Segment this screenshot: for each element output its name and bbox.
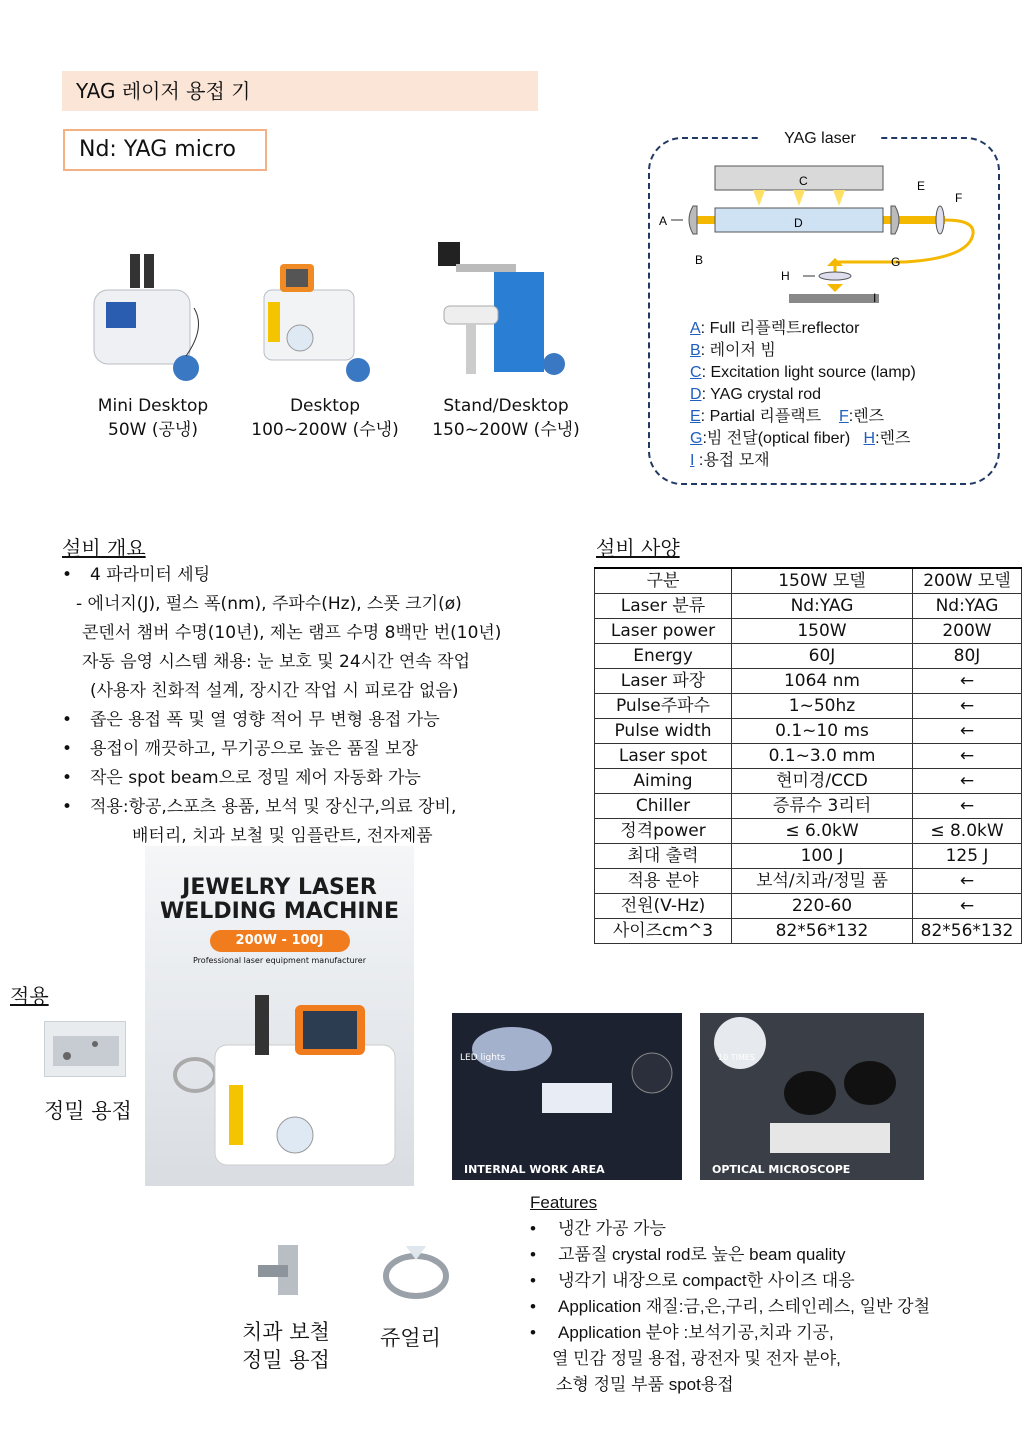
label-e: E	[917, 179, 926, 193]
table-cell: ←	[913, 769, 1022, 794]
table-cell: 사이즈cm^3	[595, 919, 732, 944]
table-header-row	[595, 568, 1022, 594]
table-cell: 1~50hz	[732, 694, 913, 719]
product-spec: 150~200W (수냉)	[432, 420, 580, 440]
table-cell: 150W	[732, 619, 913, 644]
dental-label: 치과 보철	[242, 1320, 330, 1344]
table-cell: Laser spot	[595, 744, 732, 769]
table-row	[595, 894, 1022, 919]
feature-item: • 냉간 가공 가능	[530, 1216, 1030, 1242]
table-row	[595, 744, 1022, 769]
overview-bullet: • 적용:항공,스포츠 용품, 보석 및 장신구,의료 장비,	[62, 793, 582, 822]
table-cell: 증류수 3리터	[732, 794, 913, 819]
table-row	[595, 844, 1022, 869]
internal-work-area-photo	[452, 1013, 682, 1180]
overview-bullet: • 좁은 용접 폭 및 열 영향 적어 무 변형 용접 가능	[62, 706, 582, 735]
feature-continuation: 소형 정밀 부품 spot용접	[556, 1375, 734, 1394]
overview-line: - 에너지(J), 펄스 폭(nm), 주파수(Hz), 스폿 크기(ø)	[76, 594, 462, 614]
feature-item: • Application 재질:금,은,구리, 스테인레스, 일반 강철	[530, 1294, 1030, 1320]
magnification-label: 10 TIMES	[718, 1053, 756, 1062]
table-cell: 1064 nm	[732, 669, 913, 694]
product-desktop-image	[258, 258, 378, 388]
photo-caption: OPTICAL MICROSCOPE	[712, 1163, 851, 1176]
overview-line: (사용자 친화적 설계, 장시간 작업 시 피로감 없음)	[90, 681, 459, 701]
table-cell: 60J	[732, 644, 913, 669]
product-spec: 50W (공냉)	[108, 420, 198, 440]
jewelry-ring-image	[376, 1228, 456, 1308]
spec-heading: 설비 사양	[596, 536, 680, 560]
overview-bullet: • 작은 spot beam으로 정밀 제어 자동화 가능	[62, 764, 582, 793]
product-spec: 100~200W (수냉)	[251, 420, 399, 440]
feature-item: • 고품질 crystal rod로 높은 beam quality	[530, 1242, 1030, 1268]
table-cell: 100 J	[732, 844, 913, 869]
table-cell: ←	[913, 744, 1022, 769]
table-row	[595, 794, 1022, 819]
overview-line: 자동 음영 시스템 채용: 눈 보호 및 24시간 연속 작업	[82, 652, 471, 672]
poster-line: WELDING MACHINE	[160, 899, 399, 924]
table-row	[595, 594, 1022, 619]
features-section	[530, 1190, 1030, 1398]
table-cell: 220-60	[732, 894, 913, 919]
table-cell: Nd:YAG	[732, 594, 913, 619]
jewelry-label: 쥬얼리	[380, 1326, 441, 1350]
product-name: Stand/Desktop	[443, 396, 569, 416]
table-cell: ←	[913, 719, 1022, 744]
dental-label: 정밀 용접	[242, 1348, 330, 1372]
poster-line: JEWELRY LASER	[182, 875, 377, 900]
table-cell: Pulse주파수	[595, 694, 732, 719]
product-name: Desktop	[289, 396, 361, 416]
table-header-cell: 200W 모델	[913, 568, 1022, 594]
table-row	[595, 819, 1022, 844]
table-cell: Aiming	[595, 769, 732, 794]
table-cell: 보석/치과/정밀 품	[732, 869, 913, 894]
table-cell: 82*56*132	[732, 919, 913, 944]
table-cell: 200W	[913, 619, 1022, 644]
table-cell: 현미경/CCD	[732, 769, 913, 794]
table-cell: Laser 파장	[595, 669, 732, 694]
table-cell: ←	[913, 694, 1022, 719]
feature-continuation: 열 민감 정밀 용접, 광전자 및 전자 분야,	[552, 1349, 841, 1368]
poster-tagline: Professional laser equipment manufacturer	[193, 956, 366, 965]
table-row	[595, 719, 1022, 744]
precision-welding-label: 정밀 용접	[44, 1099, 132, 1123]
table-row	[595, 669, 1022, 694]
label-a: A	[659, 214, 668, 228]
application-heading: 적용	[10, 984, 49, 1008]
diagram-title: YAG laser	[760, 130, 880, 148]
label-d: D	[794, 216, 803, 230]
product-poster	[145, 846, 414, 1186]
table-cell: ←	[913, 669, 1022, 694]
label-h: H	[781, 269, 790, 283]
table-cell: Laser power	[595, 619, 732, 644]
table-row	[595, 694, 1022, 719]
table-cell: ←	[913, 894, 1022, 919]
table-cell: ≤ 8.0kW	[913, 819, 1022, 844]
features-heading: Features	[530, 1193, 598, 1212]
spec-table	[594, 567, 1022, 944]
table-cell: Nd:YAG	[913, 594, 1022, 619]
model-subtitle: Nd: YAG micro	[63, 129, 267, 171]
table-header-cell: 150W 모델	[732, 568, 913, 594]
overview-heading: 설비 개요	[62, 536, 146, 560]
feature-item: • Application 분야 :보석기공,치과 기공,	[530, 1320, 1030, 1346]
product-mini-desktop-image	[86, 248, 216, 388]
overview-bullet: • 4 파라미터 세팅	[62, 561, 582, 590]
table-row	[595, 919, 1022, 944]
overview-line: 콘덴서 챔버 수명(10년), 제논 램프 수명 8백만 번(10년)	[82, 623, 502, 643]
table-cell: 0.1~3.0 mm	[732, 744, 913, 769]
table-cell: Chiller	[595, 794, 732, 819]
table-cell: 최대 출력	[595, 844, 732, 869]
label-f: F	[955, 191, 963, 205]
label-c: C	[799, 174, 808, 188]
table-row	[595, 769, 1022, 794]
diagram-legend: A: Full 리플렉트reflector B: 레이저 빔 C: Excitation light source (lamp) D: YAG crystal rod E: Partial 리플랙트 F:렌즈 G:빔 전달(optical fiber) H:렌즈 I :용접 모재	[690, 320, 916, 469]
dental-implant-image	[248, 1235, 334, 1301]
led-label: LED lights	[460, 1053, 506, 1063]
table-header-cell: 구분	[595, 568, 732, 594]
product-stand-image	[436, 236, 576, 386]
table-cell: Laser 분류	[595, 594, 732, 619]
poster-badge: 200W - 100J	[210, 930, 350, 952]
table-cell: ≤ 6.0kW	[732, 819, 913, 844]
table-row	[595, 869, 1022, 894]
precision-welding-image	[44, 1021, 126, 1077]
ring-icon	[175, 1059, 215, 1091]
table-cell: 80J	[913, 644, 1022, 669]
table-row	[595, 619, 1022, 644]
table-cell: 125 J	[913, 844, 1022, 869]
label-g: G	[891, 255, 901, 269]
overview-bullet: • 용접이 깨끗하고, 무기공으로 높은 품질 보장	[62, 735, 582, 764]
label-i: I	[873, 291, 877, 305]
table-cell: ←	[913, 869, 1022, 894]
optical-microscope-photo	[700, 1013, 924, 1180]
table-cell: ←	[913, 794, 1022, 819]
table-cell: 82*56*132	[913, 919, 1022, 944]
table-row	[595, 644, 1022, 669]
table-cell: 적용 분야	[595, 869, 732, 894]
page-title: YAG 레이저 용접 기	[62, 71, 538, 111]
product-name: Mini Desktop	[97, 396, 209, 416]
table-cell: 0.1~10 ms	[732, 719, 913, 744]
overview-line: 배터리, 치과 보철 및 임플란트, 전자제품	[132, 826, 433, 846]
table-cell: Pulse width	[595, 719, 732, 744]
table-cell: Energy	[595, 644, 732, 669]
table-cell: 전원(V-Hz)	[595, 894, 732, 919]
feature-item: • 냉각기 내장으로 compact한 사이즈 대응	[530, 1268, 1030, 1294]
label-b: B	[695, 253, 704, 267]
photo-caption: INTERNAL WORK AREA	[464, 1163, 605, 1176]
table-cell: 정격power	[595, 819, 732, 844]
yag-laser-schematic	[655, 158, 985, 308]
